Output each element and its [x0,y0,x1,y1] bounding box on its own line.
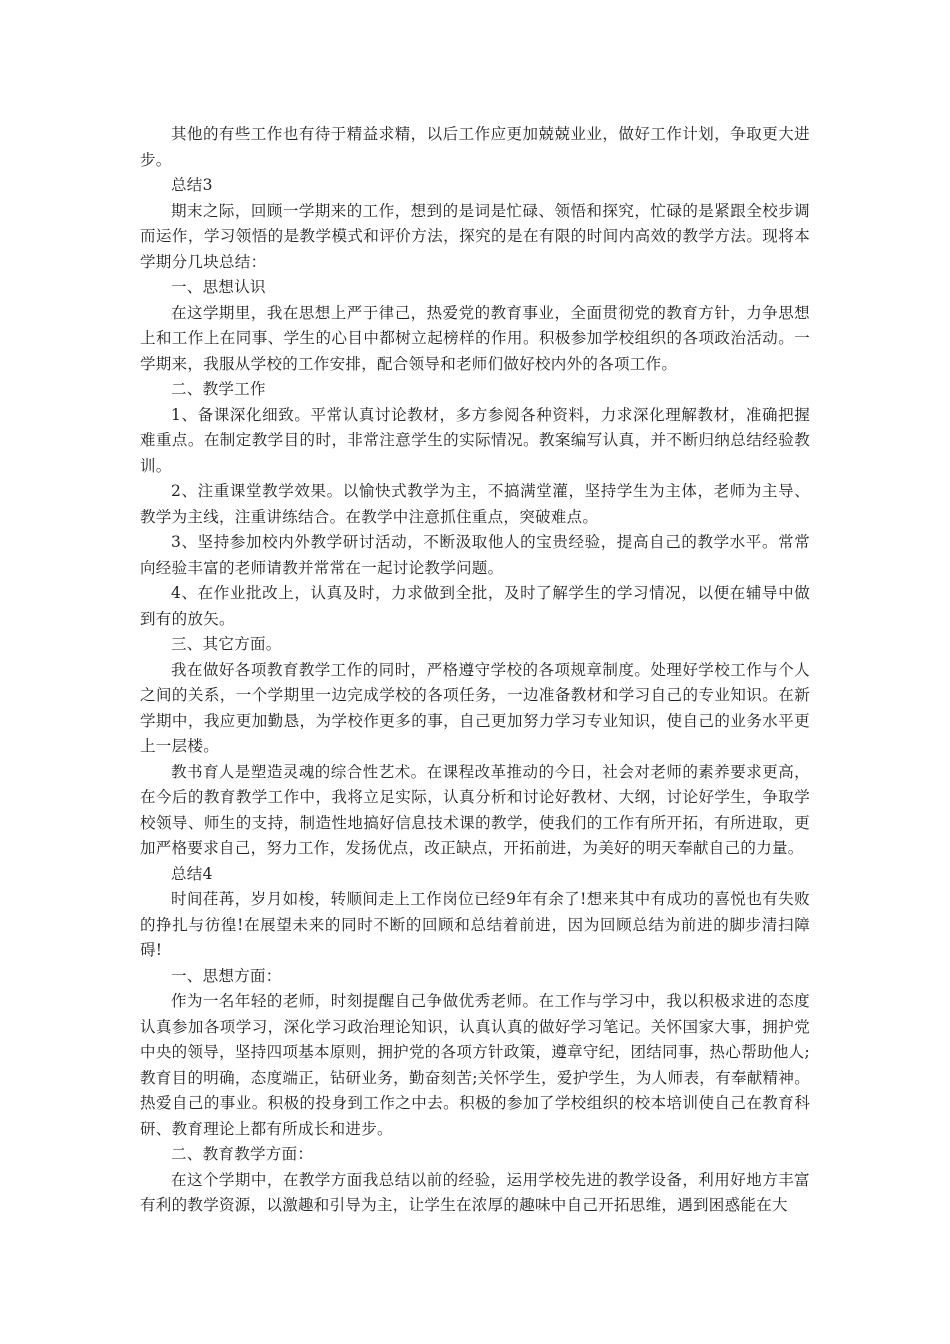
section-heading: 总结4 [171,864,213,883]
paragraph: 作为一名年轻的老师，时刻提醒自己争做优秀老师。在工作与学习中，我以积极求进的态度认真参加各项学习，深化学习政治理论知识，认真认真的做好学习笔记。关怀国家大事，拥护党中央的领导，坚持四项基本原则，拥护党的各项方针政策，遵章守纪，团结同事，热心帮助他人;教育目的明确，态度端正，钻研业务，勤奋刻苦;关怀学生，爱护学生，为人师表，有奉献精神。热爱自己的事业。积极的投身到工作之中去。积极的参加了学校组织的校本培训使自己在教育科研、教育理论上都有所成长和进步。 [140,992,810,1138]
paragraph: 4、在作业批改上，认真及时，力求做到全批，及时了解学生的学习情况，以便在辅导中做到有的放矢。 [140,584,810,628]
paragraph: 在这个学期中，在教学方面我总结以前的经验，运用学校先进的教学设备，利用好地方丰富有利的教学资源，以激趣和引导为主，让学生在浓厚的趣味中自己开拓思维，遇到困惑能在大 [140,1170,810,1214]
section-heading: 三、其它方面。 [171,635,282,653]
paragraph: 我在做好各项教育教学工作的同时，严格遵守学校的各项规章制度。处理好学校工作与个人之间的关系，一个学期里一边完成学校的各项任务，一边准备教材和学习自己的专业知识。在新学期中，我应更加勤恳，为学校作更多的事，自己更加努力学习专业知识，使自己的业务水平更上一层楼。 [140,660,810,755]
document-body [140,122,810,1219]
paragraph: 在这学期里，我在思想上严于律己，热爱党的教育事业，全面贯彻党的教育方针，力争思想上和工作上在同事、学生的心目中都树立起榜样的作用。积极参加学校组织的各项政治活动。一学期来，我服从学校的工作安排，配合领导和老师们做好校内外的各项工作。 [140,303,810,373]
paragraph: 2、注重课堂教学效果。以愉快式教学为主，不搞满堂灌，坚持学生为主体，老师为主导、教学为主线，注重讲练结合。在教学中注意抓住重点，突破难点。 [140,482,810,526]
paragraph: 教书育人是塑造灵魂的综合性艺术。在课程改革推动的今日，社会对老师的素养要求更高，在今后的教育教学工作中，我将立足实际，认真分析和讨论好教材、大纲，讨论好学生，争取学校领导、师生的支持，制造性地搞好信息技术课的教学，使我们的工作有所开拓，有所进取，更加严格要求自己，努力工作，发扬优点，改正缺点，开拓前进，为美好的明天奉献自己的力量。 [140,762,810,857]
paragraph: 其他的有些工作也有待于精益求精，以后工作应更加兢兢业业，做好工作计划，争取更大进步。 [140,125,810,169]
section-heading: 总结3 [171,176,213,194]
section-heading: 一、思想方面： [171,966,282,985]
section-heading: 一、思想认识 [171,278,266,296]
section-heading: 二、教学工作 [171,380,266,398]
paragraph: 1、备课深化细致。平常认真讨论教材，多方参阅各种资料，力求深化理解教材，准确把握难重点。在制定教学目的时，非常注意学生的实际情况。教案编写认真，并不断归纳总结经验教训。 [140,405,810,475]
paragraph: 期末之际，回顾一学期来的工作，想到的是词是忙碌、领悟和探究，忙碌的是紧跟全校步调而运作，学习领悟的是教学模式和评价方法，探究的是在有限的时间内高效的教学方法。现将本学期分几块总结： [140,201,810,271]
paragraph: 3、坚持参加校内外教学研讨活动，不断汲取他人的宝贵经验，提高自己的教学水平。常常向经验丰富的老师请教并常常在一起讨论教学问题。 [140,533,810,577]
section-heading: 二、教育教学方面： [171,1145,314,1163]
paragraph: 时间荏苒，岁月如梭，转顺间走上工作岗位已经9年有余了!想来其中有成功的喜悦也有失败的挣扎与彷徨!在展望未来的同时不断的回顾和总结着前进，因为回顾总结为前进的脚步清扫障碍! [140,890,810,959]
